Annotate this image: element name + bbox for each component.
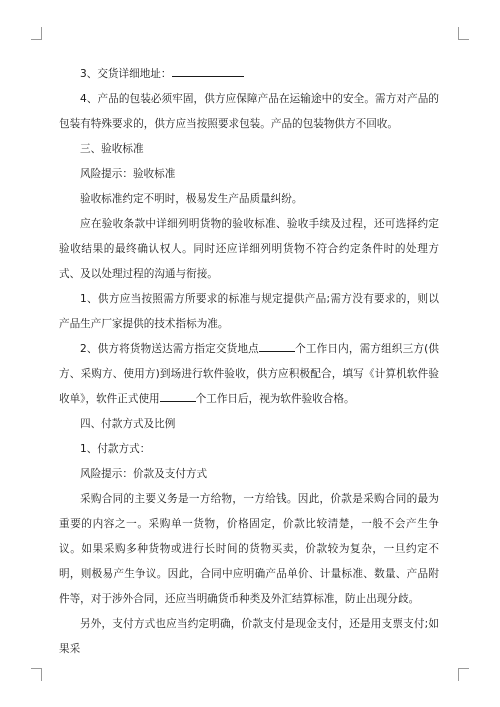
delivery-address-line xyxy=(59,62,439,87)
payment-method-label: 1、付款方式： xyxy=(80,443,151,455)
clause-2-part-3: 个工作日后，视为软件验收合格。 xyxy=(195,393,355,405)
delivery-days-blank xyxy=(259,339,295,352)
acceptance-risk-paragraph: 验收标准约定不明时，极易发生产品质量纠纷。 xyxy=(80,193,303,205)
clause-1-paragraph: 1、供方应当按照需方所要求的标准与规定提供产品;需方没有要求的，则以产品生产厂家提供的技术指标为准。 xyxy=(59,293,439,330)
acceptance-guidance-paragraph: 应在验收条款中详细列明货物的验收标准、验收手续及过程，还可选择约定验收结果的最终确认权人。同时还应详细列明货物不符合约定条件时的处理方式、及以处理过程的沟通与衔接。 xyxy=(59,218,439,280)
crop-mark-top-left xyxy=(31,27,42,40)
delivery-address-blank xyxy=(172,64,244,77)
crop-mark-top-right xyxy=(458,27,469,40)
clause-2-part-2: 个工作日内，需方组织三方(供方、采购方、使用方)到场进行软件验收，供方应积极配合，填写《计算机软件验收单》，软件正式使用 xyxy=(59,343,439,405)
price-paragraph: 采购合同的主要义务是一方给物，一方给钱。因此，价款是采购合同的最为重要的内容之一。采购单一货物，价格固定，价款比较清楚，一般不会产生争议。如果采购多种货物或进行长时间的货物买卖，价款较为复杂，一旦约定不明，则极易产生争议。因此，合同中应明确产品单价、计量标准、数量、产品附件等，对于涉外合同，还应当明确货币种类及外汇结算标准，防止出现分歧。 xyxy=(59,493,439,605)
risk-tip-acceptance: 风险提示：验收标准 xyxy=(80,168,176,180)
usage-days-blank xyxy=(160,389,196,402)
clause-2-part-1: 2、供方将货物送达需方指定交货地点 xyxy=(80,343,259,355)
risk-tip-price: 风险提示：价款及支付方式 xyxy=(80,468,208,480)
payment-paragraph: 另外，支付方式也应当约定明确，价款支付是现金支付，还是用支票支付;如果采 xyxy=(59,618,439,655)
clause-2-paragraph xyxy=(59,337,439,412)
section-3-title: 三、验收标准 xyxy=(80,143,144,155)
delivery-address-label: 3、交货详细地址： xyxy=(80,68,172,80)
crop-mark-bottom-right xyxy=(458,668,469,681)
section-4-title: 四、付款方式及比例 xyxy=(80,418,176,430)
packaging-paragraph: 4、产品的包装必须牢固，供方应保障产品在运输途中的安全。需方对产品的包装有特殊要求的，供方应当按照要求包装。产品的包装物供方不回收。 xyxy=(59,93,439,130)
crop-mark-bottom-left xyxy=(31,668,42,681)
document-body xyxy=(59,62,439,662)
